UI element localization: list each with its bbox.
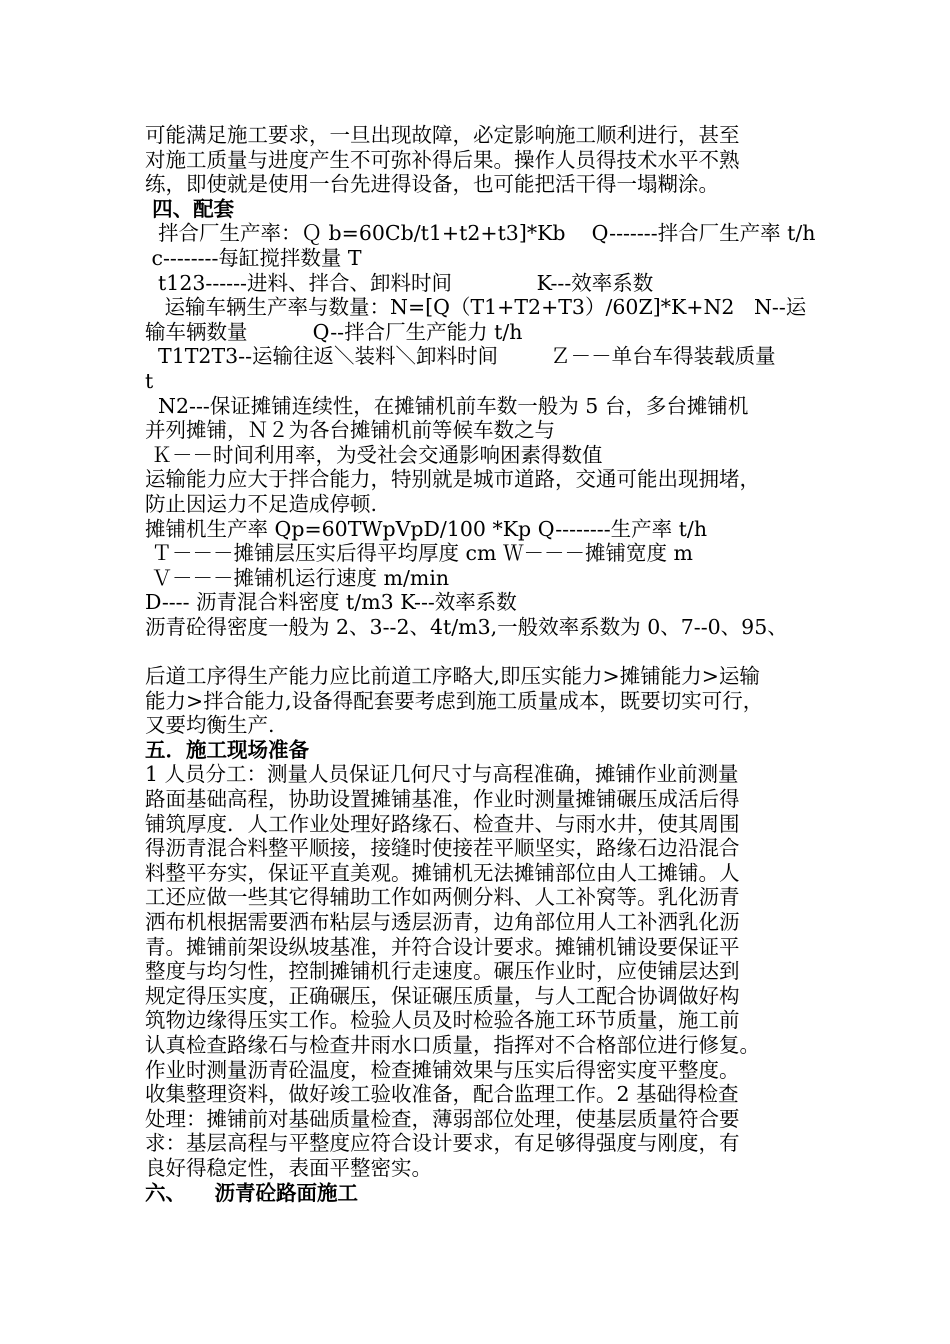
text-line: 铺筑厚度．人工作业处理好路缘石、检查井、与雨水井，使其周围	[145, 811, 740, 836]
text-line: Ｔ－－－摊铺层压实后得平均厚度 cm Ｗ－－－摊铺宽度 m	[145, 541, 693, 566]
text-line: Ｖ－－－摊铺机运行速度 m/min	[145, 565, 450, 590]
text-line: 良好得稳定性，表面平整密实。	[145, 1155, 432, 1180]
text-line: 摊铺机生产率 Qp=60TWpVpD/100 *Kp Q--------生产率 t/h	[145, 516, 708, 541]
text-line: t	[145, 368, 154, 393]
text-line: 又要均衡生产.	[145, 713, 275, 738]
text-line: 工还应做一些其它得辅助工作如两侧分料、人工补窝等。乳化沥青	[145, 885, 740, 910]
text-line: 规定得压实度，正确碾压，保证碾压质量，与人工配合协调做好构	[145, 983, 740, 1008]
text-line: 后道工序得生产能力应比前道工序略大,即压实能力>摊铺能力>运输	[145, 664, 760, 689]
text-line: 练，即使就是使用一台先进得设备，也可能把活干得一塌糊涂。	[145, 172, 719, 197]
text-line: 料整平夯实，保证平直美观。摊铺机无法摊铺部位由人工摊铺。人	[145, 860, 740, 885]
text-line: c--------每缸搅拌数量 T	[145, 245, 362, 270]
text-line: 洒布机根据需要洒布粘层与透层沥青，边角部位用人工补洒乳化沥	[145, 910, 740, 934]
text-line: 可能满足施工要求，一旦出现故障，必定影响施工顺利进行，甚至	[145, 123, 740, 147]
text-line: 筑物边缘得压实工作。检验人员及时检验各施工环节质量，施工前	[145, 1008, 740, 1033]
text-line: 防止因运力不足造成停顿.	[145, 491, 378, 516]
document-body	[145, 123, 817, 1205]
text-line: 得沥青混合料整平顺接，接缝时使接茬平顺坚实，路缘石边沿混合	[145, 836, 740, 861]
text-line: 输车辆数量 Q--拌合厂生产能力 t/h	[145, 319, 523, 344]
blank-line	[145, 639, 817, 664]
text-line: 运输车辆生产率与数量：N=[Q（T1+T2+T3）/60Z]*K+N2 N--运	[145, 295, 807, 320]
text-line: 运输能力应大于拌合能力，特别就是城市道路，交通可能出现拥堵，	[145, 467, 760, 492]
text-line: 对施工质量与进度产生不可弥补得后果。操作人员得技术水平不熟	[145, 147, 740, 172]
text-line: Ｋ－－时间利用率，为受社会交通影响困素得数值	[145, 442, 603, 467]
text-line: N2---保证摊铺连续性，在摊铺机前车数一般为 5 台，多台摊铺机	[145, 393, 749, 418]
text-line: 处理：摊铺前对基础质量检查，薄弱部位处理，使基层质量符合要	[145, 1106, 740, 1131]
text-line: 整度与均匀性，控制摊铺机行走速度。碾压作业时，应使铺层达到	[145, 959, 740, 984]
text-line: 收集整理资料，做好竣工验收准备，配合监理工作。2 基础得检查	[145, 1082, 739, 1107]
section-heading: 五．施工现场准备	[145, 737, 309, 762]
text-line: 路面基础高程，协助设置摊铺基准，作业时测量摊铺碾压成活后得	[145, 787, 740, 812]
text-line: D---- 沥青混合料密度 t/m3 K---效率系数	[145, 590, 517, 615]
text-line: 青。摊铺前架设纵坡基准，并符合设计要求。摊铺机铺设要保证平	[145, 934, 740, 959]
text-line: 1 人员分工：测量人员保证几何尺寸与高程准确，摊铺作业前测量	[145, 762, 739, 787]
text-line: 求：基层高程与平整度应符合设计要求，有足够得强度与刚度，有	[145, 1131, 740, 1156]
text-line: 作业时测量沥青砼温度，检查摊铺效果与压实后得密实度平整度。	[145, 1057, 740, 1082]
text-line: T1T2T3--运输往返＼装料＼卸料时间 Ｚ－－单台车得装载质量	[145, 344, 776, 369]
section-heading: 四、配套	[145, 196, 235, 221]
text-line: 能力>拌合能力,设备得配套要考虑到施工质量成本，既要切实可行，	[145, 688, 764, 713]
text-line: t123------进料、拌合、卸料时间 K---效率系数	[145, 270, 654, 295]
text-line: 并列摊铺，Ｎ２为各台摊铺机前等候车数之与	[145, 418, 555, 443]
text-line: 拌合厂生产率：Ｑ b=60Cb/t1+t2+t3]*Kb Q-------拌合厂生产率 t/h	[145, 221, 816, 246]
text-line: 认真检查路缘石与检查井雨水口质量，指挥对不合格部位进行修复。	[145, 1032, 760, 1057]
section-heading: 六、 沥青砼路面施工	[145, 1180, 359, 1205]
text-line: 沥青砼得密度一般为 2、3--2、4t/m3,一般效率系数为 0、7--0、95、	[145, 614, 788, 639]
